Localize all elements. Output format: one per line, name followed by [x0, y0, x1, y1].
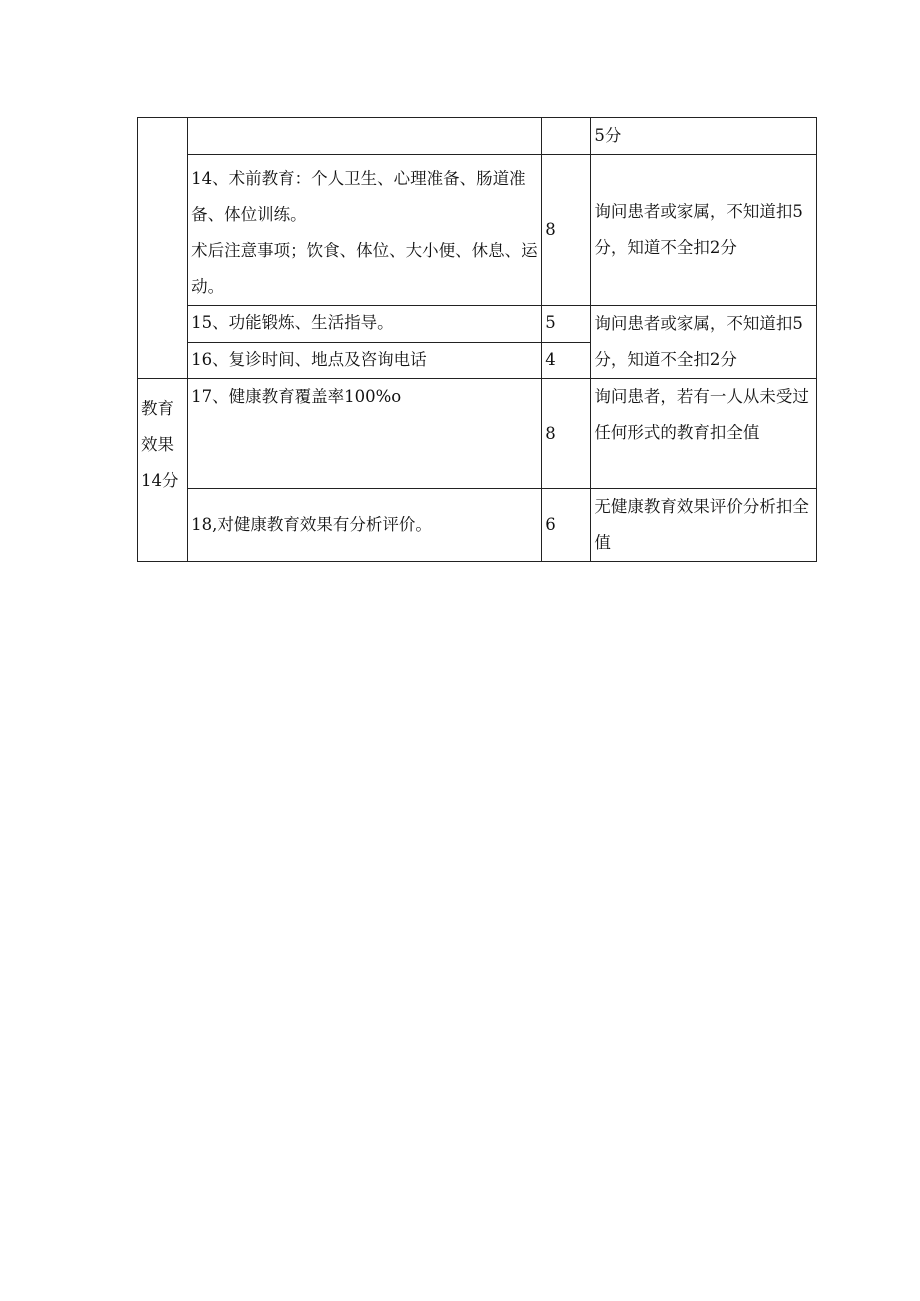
table-row	[138, 118, 817, 155]
criteria-cell: 无健康教育效果评价分析扣全值	[591, 489, 817, 562]
category-cell-empty	[138, 118, 188, 379]
category-label: 教育效果14分	[141, 399, 179, 490]
item-cell: 16、复诊时间、地点及咨询电话	[188, 342, 542, 379]
category-cell	[138, 379, 188, 562]
item-line: 14、术前教育：个人卫生、心理准备、肠道准备、体位训练。	[191, 169, 526, 224]
item-cell	[188, 118, 542, 155]
score-cell: 4	[542, 342, 591, 379]
criteria-cell: 询问患者或家属，不知道扣5分，知道不全扣2分	[591, 306, 817, 379]
evaluation-table	[137, 117, 817, 562]
item-cell	[188, 155, 542, 306]
item-cell: 18,对健康教育效果有分析评价。	[188, 489, 542, 562]
table-row	[138, 306, 817, 343]
table-row	[138, 489, 817, 562]
score-cell: 8	[542, 379, 591, 489]
table-row	[138, 155, 817, 306]
table-row	[138, 379, 817, 489]
criteria-cell: 5分	[591, 118, 817, 155]
criteria-cell: 询问患者，若有一人从未受过任何形式的教育扣全值	[591, 379, 817, 489]
score-cell	[542, 118, 591, 155]
item-cell: 15、功能锻炼、生活指导。	[188, 306, 542, 343]
score-cell: 8	[542, 155, 591, 306]
criteria-cell: 询问患者或家属，不知道扣5分，知道不全扣2分	[591, 155, 817, 306]
score-cell: 5	[542, 306, 591, 343]
item-line: 术后注意事项；饮食、体位、大小便、休息、运动。	[191, 241, 538, 296]
score-cell: 6	[542, 489, 591, 562]
item-cell: 17、健康教育覆盖率100%o	[188, 379, 542, 489]
